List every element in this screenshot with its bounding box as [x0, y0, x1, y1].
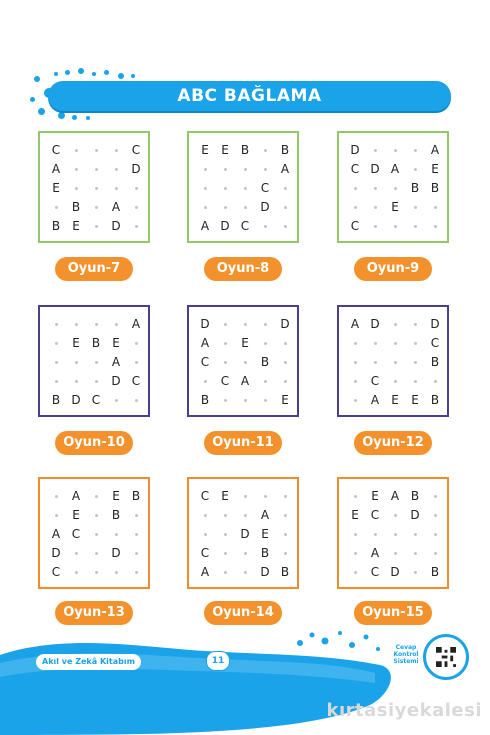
grid-dot[interactable] — [235, 486, 255, 506]
grid-letter[interactable]: A — [390, 162, 400, 176]
grid-letter[interactable]: D — [131, 162, 141, 176]
grid-letter[interactable]: A — [430, 143, 440, 157]
grid-dot[interactable] — [405, 352, 425, 372]
grid-dot[interactable] — [66, 314, 86, 334]
grid-dot[interactable] — [405, 562, 425, 582]
grid-dot[interactable] — [235, 390, 255, 410]
grid-dot[interactable] — [405, 314, 425, 334]
grid-dot[interactable] — [66, 140, 86, 160]
grid-letter[interactable]: B — [51, 393, 61, 407]
grid-letter[interactable]: B — [410, 181, 420, 195]
grid-dot[interactable] — [46, 197, 66, 217]
grid-dot[interactable] — [86, 352, 106, 372]
grid-letter[interactable]: D — [51, 546, 61, 560]
grid-letter[interactable]: D — [200, 317, 210, 331]
grid-letter[interactable]: E — [241, 336, 249, 350]
grid-dot[interactable] — [86, 216, 106, 236]
grid-dot[interactable] — [345, 333, 365, 353]
grid-dot[interactable] — [385, 543, 405, 563]
page-title: ABC BAĞLAMA — [177, 86, 322, 106]
puzzle-label: Oyun-11 — [204, 431, 282, 455]
grid-dot[interactable] — [385, 524, 405, 544]
puzzle-10-grid[interactable] — [38, 305, 150, 417]
grid-letter[interactable]: D — [240, 527, 250, 541]
grid-dot[interactable] — [365, 197, 385, 217]
grid-letter[interactable]: B — [430, 565, 440, 579]
grid-dot[interactable] — [345, 543, 365, 563]
grid-dot[interactable] — [66, 543, 86, 563]
grid-dot[interactable] — [345, 352, 365, 372]
grid-dot[interactable] — [215, 562, 235, 582]
grid-letter[interactable]: B — [260, 546, 270, 560]
grid-letter[interactable]: E — [351, 508, 359, 522]
grid-dot[interactable] — [215, 197, 235, 217]
grid-letter[interactable]: E — [72, 508, 80, 522]
grid-dot[interactable] — [405, 333, 425, 353]
grid-letter[interactable]: A — [260, 508, 270, 522]
puzzle-label: Oyun-9 — [354, 257, 432, 281]
grid-letter[interactable]: E — [391, 200, 399, 214]
grid-letter[interactable]: E — [281, 393, 289, 407]
puzzle-11-grid[interactable] — [187, 305, 299, 417]
grid-dot[interactable] — [345, 486, 365, 506]
grid-dot[interactable] — [126, 390, 146, 410]
grid-letter[interactable]: C — [131, 374, 141, 388]
grid-dot[interactable] — [255, 486, 275, 506]
grid-letter[interactable]: C — [131, 143, 141, 157]
grid-letter[interactable]: D — [260, 565, 270, 579]
grid-dot[interactable] — [405, 216, 425, 236]
grid-dot[interactable] — [385, 178, 405, 198]
grid-dot[interactable] — [86, 543, 106, 563]
grid-dot[interactable] — [86, 197, 106, 217]
grid-letter[interactable]: C — [350, 219, 360, 233]
grid-letter[interactable]: D — [370, 317, 380, 331]
grid-letter[interactable]: E — [221, 143, 229, 157]
puzzle-label: Oyun-15 — [354, 601, 432, 625]
grid-letter[interactable]: B — [280, 143, 290, 157]
puzzle-label: Oyun-8 — [204, 257, 282, 281]
qr-code-badge[interactable] — [423, 634, 469, 680]
grid-dot[interactable] — [86, 178, 106, 198]
grid-dot[interactable] — [86, 314, 106, 334]
grid-dot[interactable] — [86, 371, 106, 391]
grid-dot[interactable] — [46, 314, 66, 334]
grid-letter[interactable]: D — [71, 393, 81, 407]
watermark: kırtasiyekalesi — [326, 700, 482, 721]
grid-dot[interactable] — [126, 197, 146, 217]
grid-dot[interactable] — [106, 524, 126, 544]
grid-dot[interactable] — [425, 505, 445, 525]
grid-dot[interactable] — [365, 333, 385, 353]
grid-dot[interactable] — [235, 543, 255, 563]
grid-dot[interactable] — [106, 390, 126, 410]
grid-dot[interactable] — [425, 197, 445, 217]
grid-dot[interactable] — [126, 216, 146, 236]
grid-dot[interactable] — [195, 197, 215, 217]
grid-dot[interactable] — [126, 562, 146, 582]
grid-letter[interactable]: D — [111, 219, 121, 233]
grid-dot[interactable] — [235, 178, 255, 198]
grid-letter[interactable]: C — [350, 162, 360, 176]
grid-dot[interactable] — [86, 505, 106, 525]
grid-dot[interactable] — [46, 371, 66, 391]
grid-dot[interactable] — [405, 543, 425, 563]
grid-dot[interactable] — [106, 562, 126, 582]
grid-letter[interactable]: B — [131, 489, 141, 503]
grid-dot[interactable] — [405, 371, 425, 391]
grid-dot[interactable] — [385, 216, 405, 236]
puzzle-13-grid[interactable] — [38, 477, 150, 589]
grid-dot[interactable] — [215, 543, 235, 563]
grid-letter[interactable]: E — [431, 162, 439, 176]
grid-letter[interactable]: A — [240, 374, 250, 388]
grid-dot[interactable] — [86, 159, 106, 179]
grid-letter[interactable]: E — [371, 489, 379, 503]
grid-letter[interactable]: C — [51, 565, 61, 579]
grid-letter[interactable]: A — [390, 489, 400, 503]
grid-dot[interactable] — [425, 486, 445, 506]
grid-letter[interactable]: D — [370, 162, 380, 176]
grid-dot[interactable] — [385, 333, 405, 353]
grid-dot[interactable] — [106, 140, 126, 160]
grid-dot[interactable] — [405, 197, 425, 217]
grid-letter[interactable]: E — [52, 181, 60, 195]
grid-letter[interactable]: C — [430, 336, 440, 350]
grid-letter[interactable]: E — [261, 527, 269, 541]
grid-dot[interactable] — [275, 197, 295, 217]
grid-dot[interactable] — [365, 352, 385, 372]
grid-dot[interactable] — [106, 314, 126, 334]
grid-dot[interactable] — [106, 178, 126, 198]
grid-letter[interactable]: E — [72, 219, 80, 233]
grid-dot[interactable] — [66, 371, 86, 391]
grid-dot[interactable] — [275, 333, 295, 353]
grid-dot[interactable] — [46, 352, 66, 372]
grid-dot[interactable] — [215, 505, 235, 525]
grid-dot[interactable] — [345, 197, 365, 217]
grid-letter[interactable]: D — [260, 200, 270, 214]
grid-dot[interactable] — [106, 159, 126, 179]
grid-letter[interactable]: C — [370, 508, 380, 522]
grid-letter[interactable]: D — [430, 317, 440, 331]
grid-dot[interactable] — [425, 371, 445, 391]
grid-dot[interactable] — [215, 390, 235, 410]
grid-letter[interactable]: E — [72, 336, 80, 350]
grid-dot[interactable] — [66, 352, 86, 372]
grid-letter[interactable]: A — [111, 200, 121, 214]
grid-dot[interactable] — [195, 505, 215, 525]
grid-dot[interactable] — [215, 314, 235, 334]
grid-letter[interactable]: E — [112, 336, 120, 350]
grid-dot[interactable] — [235, 505, 255, 525]
grid-letter[interactable]: B — [430, 181, 440, 195]
grid-letter[interactable]: B — [260, 355, 270, 369]
grid-dot[interactable] — [275, 371, 295, 391]
puzzle-8-grid[interactable] — [187, 131, 299, 243]
grid-letter[interactable]: B — [51, 219, 61, 233]
grid-dot[interactable] — [215, 524, 235, 544]
grid-letter[interactable]: E — [391, 393, 399, 407]
grid-letter[interactable]: B — [91, 336, 101, 350]
book-brand-label: Akıl ve Zekâ Kitabım — [36, 654, 141, 670]
grid-dot[interactable] — [46, 486, 66, 506]
grid-letter[interactable]: A — [280, 162, 290, 176]
grid-letter[interactable]: C — [240, 219, 250, 233]
grid-letter[interactable]: E — [221, 489, 229, 503]
grid-letter[interactable]: A — [350, 317, 360, 331]
grid-dot[interactable] — [425, 524, 445, 544]
grid-dot[interactable] — [66, 562, 86, 582]
grid-dot[interactable] — [275, 505, 295, 525]
grid-dot[interactable] — [345, 371, 365, 391]
grid-dot[interactable] — [275, 543, 295, 563]
grid-dot[interactable] — [365, 140, 385, 160]
grid-dot[interactable] — [385, 314, 405, 334]
grid-letter[interactable]: B — [111, 508, 121, 522]
grid-dot[interactable] — [255, 140, 275, 160]
puzzle-12-grid[interactable] — [337, 305, 449, 417]
grid-dot[interactable] — [46, 505, 66, 525]
grid-dot[interactable] — [195, 159, 215, 179]
grid-dot[interactable] — [275, 524, 295, 544]
qr-code-icon — [436, 647, 456, 667]
grid-letter[interactable]: D — [111, 546, 121, 560]
grid-dot[interactable] — [345, 178, 365, 198]
grid-dot[interactable] — [425, 216, 445, 236]
puzzle-label: Oyun-13 — [55, 601, 133, 625]
grid-dot[interactable] — [195, 524, 215, 544]
grid-dot[interactable] — [275, 486, 295, 506]
grid-dot[interactable] — [275, 352, 295, 372]
grid-letter[interactable]: A — [131, 317, 141, 331]
grid-dot[interactable] — [255, 371, 275, 391]
grid-dot[interactable] — [345, 524, 365, 544]
grid-letter[interactable]: C — [200, 355, 210, 369]
grid-dot[interactable] — [255, 159, 275, 179]
page-number: 11 — [206, 651, 230, 671]
puzzle-label: Oyun-12 — [354, 431, 432, 455]
grid-dot[interactable] — [126, 352, 146, 372]
title-banner — [48, 81, 451, 111]
grid-dot[interactable] — [215, 333, 235, 353]
grid-dot[interactable] — [255, 216, 275, 236]
grid-letter[interactable]: B — [430, 393, 440, 407]
grid-dot[interactable] — [405, 524, 425, 544]
puzzle-label: Oyun-14 — [204, 601, 282, 625]
grid-letter[interactable]: A — [51, 162, 61, 176]
grid-letter[interactable]: C — [260, 181, 270, 195]
grid-letter[interactable]: A — [370, 546, 380, 560]
grid-dot[interactable] — [385, 505, 405, 525]
grid-dot[interactable] — [66, 178, 86, 198]
grid-dot[interactable] — [126, 178, 146, 198]
grid-dot[interactable] — [235, 197, 255, 217]
grid-dot[interactable] — [215, 159, 235, 179]
grid-letter[interactable]: B — [430, 355, 440, 369]
grid-letter[interactable]: E — [201, 143, 209, 157]
grid-letter[interactable]: D — [220, 219, 230, 233]
grid-dot[interactable] — [215, 352, 235, 372]
grid-dot[interactable] — [275, 178, 295, 198]
puzzle-label: Oyun-10 — [55, 431, 133, 455]
grid-dot[interactable] — [235, 352, 255, 372]
grid-letter[interactable]: A — [111, 355, 121, 369]
grid-dot[interactable] — [365, 178, 385, 198]
grid-dot[interactable] — [345, 390, 365, 410]
grid-dot[interactable] — [126, 333, 146, 353]
grid-letter[interactable]: C — [370, 374, 380, 388]
grid-letter[interactable]: B — [71, 200, 81, 214]
grid-letter[interactable]: C — [71, 527, 81, 541]
grid-dot[interactable] — [126, 505, 146, 525]
grid-dot[interactable] — [86, 524, 106, 544]
grid-dot[interactable] — [235, 562, 255, 582]
grid-letter[interactable]: D — [410, 508, 420, 522]
grid-dot[interactable] — [365, 524, 385, 544]
grid-dot[interactable] — [385, 140, 405, 160]
grid-letter[interactable]: D — [111, 374, 121, 388]
grid-dot[interactable] — [195, 178, 215, 198]
grid-dot[interactable] — [385, 371, 405, 391]
grid-letter[interactable]: D — [280, 317, 290, 331]
grid-letter[interactable]: B — [280, 565, 290, 579]
grid-dot[interactable] — [405, 159, 425, 179]
grid-dot[interactable] — [86, 562, 106, 582]
grid-dot[interactable] — [275, 216, 295, 236]
grid-letter[interactable]: A — [200, 219, 210, 233]
grid-letter[interactable]: A — [200, 565, 210, 579]
grid-letter[interactable]: E — [411, 393, 419, 407]
grid-dot[interactable] — [215, 178, 235, 198]
grid-letter[interactable]: C — [370, 565, 380, 579]
grid-letter[interactable]: D — [390, 565, 400, 579]
grid-dot[interactable] — [86, 486, 106, 506]
grid-dot[interactable] — [405, 140, 425, 160]
grid-letter[interactable]: B — [410, 489, 420, 503]
grid-letter[interactable]: A — [71, 489, 81, 503]
grid-letter[interactable]: C — [51, 143, 61, 157]
puzzle-15-grid[interactable] — [337, 477, 449, 589]
grid-letter[interactable]: C — [91, 393, 101, 407]
grid-letter[interactable]: C — [200, 546, 210, 560]
grid-letter[interactable]: E — [112, 489, 120, 503]
puzzle-14-grid[interactable] — [187, 477, 299, 589]
grid-dot[interactable] — [385, 352, 405, 372]
puzzle-9-grid[interactable] — [337, 131, 449, 243]
grid-dot[interactable] — [255, 314, 275, 334]
grid-dot[interactable] — [195, 371, 215, 391]
grid-letter[interactable]: A — [51, 527, 61, 541]
puzzle-7-grid[interactable] — [38, 131, 150, 243]
grid-dot[interactable] — [255, 333, 275, 353]
grid-dot[interactable] — [66, 159, 86, 179]
grid-letter[interactable]: D — [350, 143, 360, 157]
grid-letter[interactable]: A — [200, 336, 210, 350]
grid-dot[interactable] — [86, 140, 106, 160]
grid-letter[interactable]: B — [240, 143, 250, 157]
grid-dot[interactable] — [345, 562, 365, 582]
grid-letter[interactable]: A — [370, 393, 380, 407]
answer-check-label: Cevap Kontrol Sistemi — [393, 644, 419, 665]
grid-dot[interactable] — [235, 314, 255, 334]
grid-dot[interactable] — [365, 216, 385, 236]
grid-dot[interactable] — [255, 390, 275, 410]
grid-letter[interactable]: C — [220, 374, 230, 388]
grid-dot[interactable] — [126, 543, 146, 563]
puzzle-label: Oyun-7 — [55, 257, 133, 281]
grid-dot[interactable] — [425, 543, 445, 563]
grid-dot[interactable] — [46, 333, 66, 353]
grid-dot[interactable] — [235, 159, 255, 179]
grid-letter[interactable]: B — [200, 393, 210, 407]
grid-dot[interactable] — [126, 524, 146, 544]
grid-letter[interactable]: C — [200, 489, 210, 503]
